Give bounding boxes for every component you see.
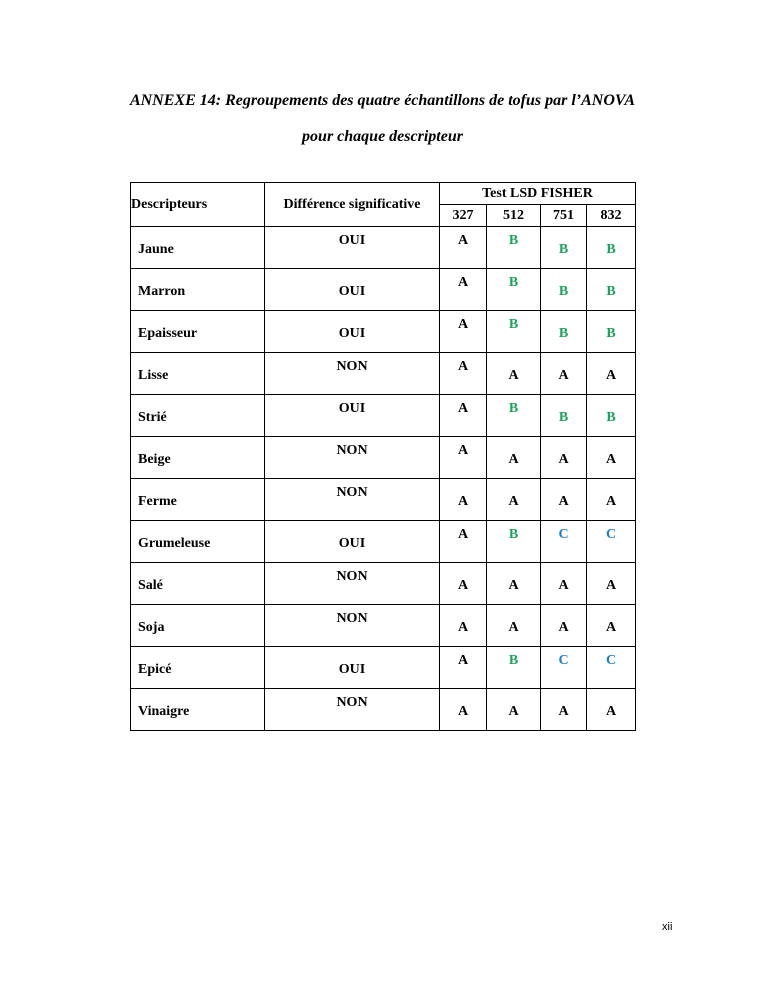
group-cell-751: C xyxy=(541,647,587,689)
descripteur-cell: Soja xyxy=(131,605,265,647)
difference-cell: NON xyxy=(265,353,440,395)
group-cell-512: A xyxy=(487,605,541,647)
group-cell-832: A xyxy=(587,689,636,731)
group-cell-751: C xyxy=(541,521,587,563)
difference-cell: NON xyxy=(265,479,440,521)
descripteur-cell: Epaisseur xyxy=(131,311,265,353)
group-cell-327: A xyxy=(440,479,487,521)
difference-cell: OUI xyxy=(265,269,440,311)
group-cell-512: A xyxy=(487,353,541,395)
table-row xyxy=(131,311,636,353)
difference-cell: OUI xyxy=(265,311,440,353)
table-row xyxy=(131,269,636,311)
difference-cell: OUI xyxy=(265,395,440,437)
group-cell-832: A xyxy=(587,437,636,479)
header-difference: Différence significative xyxy=(265,183,440,227)
group-cell-832: A xyxy=(587,605,636,647)
page-number: xii xyxy=(662,921,673,933)
group-cell-832: A xyxy=(587,353,636,395)
descripteur-cell: Grumeleuse xyxy=(131,521,265,563)
table-row xyxy=(131,437,636,479)
descripteur-cell: Ferme xyxy=(131,479,265,521)
group-cell-512: B xyxy=(487,647,541,689)
difference-cell: OUI xyxy=(265,521,440,563)
group-cell-832: C xyxy=(587,521,636,563)
header-sample-832: 832 xyxy=(587,205,636,227)
difference-cell: OUI xyxy=(265,227,440,269)
group-cell-327: A xyxy=(440,395,487,437)
table-row xyxy=(131,605,636,647)
difference-cell: NON xyxy=(265,689,440,731)
group-cell-327: A xyxy=(440,605,487,647)
group-cell-832: B xyxy=(587,269,636,311)
annex-subtitle: pour chaque descripteur xyxy=(302,128,463,145)
difference-cell: NON xyxy=(265,437,440,479)
group-cell-327: A xyxy=(440,563,487,605)
group-cell-327: A xyxy=(440,437,487,479)
table-row xyxy=(131,689,636,731)
descripteur-cell: Strié xyxy=(131,395,265,437)
group-cell-512: A xyxy=(487,689,541,731)
header-sample-751: 751 xyxy=(541,205,587,227)
descripteur-cell: Epicé xyxy=(131,647,265,689)
group-cell-512: B xyxy=(487,311,541,353)
group-cell-751: A xyxy=(541,605,587,647)
group-cell-327: A xyxy=(440,521,487,563)
group-cell-327: A xyxy=(440,311,487,353)
table-header-row xyxy=(131,183,636,205)
group-cell-327: A xyxy=(440,689,487,731)
difference-cell: NON xyxy=(265,605,440,647)
group-cell-751: A xyxy=(541,689,587,731)
table-row xyxy=(131,647,636,689)
header-test-lsd: Test LSD FISHER xyxy=(440,183,636,205)
group-cell-751: B xyxy=(541,269,587,311)
group-cell-512: A xyxy=(487,437,541,479)
table-row xyxy=(131,353,636,395)
descripteur-cell: Salé xyxy=(131,563,265,605)
table-row xyxy=(131,563,636,605)
group-cell-512: B xyxy=(487,521,541,563)
group-cell-512: B xyxy=(487,395,541,437)
group-cell-512: A xyxy=(487,563,541,605)
descripteur-cell: Jaune xyxy=(131,227,265,269)
group-cell-832: B xyxy=(587,395,636,437)
descripteur-cell: Vinaigre xyxy=(131,689,265,731)
descripteur-cell: Lisse xyxy=(131,353,265,395)
group-cell-751: A xyxy=(541,437,587,479)
header-sample-327: 327 xyxy=(440,205,487,227)
group-cell-327: A xyxy=(440,227,487,269)
group-cell-751: A xyxy=(541,353,587,395)
group-cell-832: C xyxy=(587,647,636,689)
descripteur-cell: Marron xyxy=(131,269,265,311)
group-cell-327: A xyxy=(440,353,487,395)
group-cell-327: A xyxy=(440,647,487,689)
group-cell-751: A xyxy=(541,479,587,521)
group-cell-832: B xyxy=(587,311,636,353)
header-sample-512: 512 xyxy=(487,205,541,227)
group-cell-327: A xyxy=(440,269,487,311)
group-cell-751: B xyxy=(541,311,587,353)
table-row xyxy=(131,521,636,563)
group-cell-751: B xyxy=(541,395,587,437)
difference-cell: OUI xyxy=(265,647,440,689)
group-cell-751: A xyxy=(541,563,587,605)
group-cell-832: A xyxy=(587,479,636,521)
group-cell-512: B xyxy=(487,227,541,269)
descripteur-cell: Beige xyxy=(131,437,265,479)
table-row xyxy=(131,395,636,437)
lsd-fisher-table xyxy=(130,182,636,731)
group-cell-512: B xyxy=(487,269,541,311)
group-cell-832: B xyxy=(587,227,636,269)
table-row xyxy=(131,227,636,269)
difference-cell: NON xyxy=(265,563,440,605)
table-row xyxy=(131,479,636,521)
group-cell-751: B xyxy=(541,227,587,269)
header-descripteurs: Descripteurs xyxy=(131,183,265,227)
annex-title: ANNEXE 14: Regroupements des quatre échantillons de tofus par l’ANOVA xyxy=(129,92,636,109)
group-cell-512: A xyxy=(487,479,541,521)
group-cell-832: A xyxy=(587,563,636,605)
